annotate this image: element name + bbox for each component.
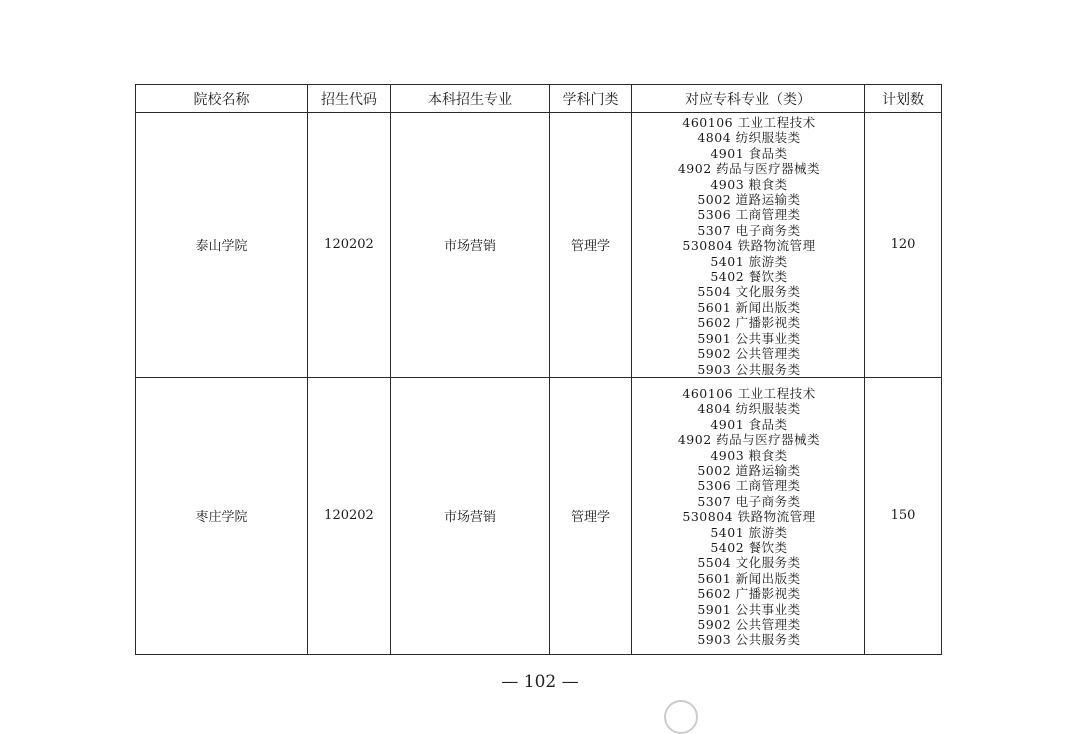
header-plan: 计划数 — [865, 85, 942, 113]
related-major-item: 5402 餐饮类 — [710, 269, 788, 285]
enroll-code: 120202 — [308, 113, 391, 378]
related-major-item: 5601 新闻出版类 — [697, 570, 801, 586]
related-majors-list — [634, 386, 864, 648]
related-major-item: 4902 药品与医疗器械类 — [677, 432, 821, 448]
related-major-item: 4903 粮食类 — [710, 447, 788, 463]
related-major-item: 4804 纺织服装类 — [697, 130, 801, 146]
header-discipline: 学科门类 — [550, 85, 632, 113]
related-major-item: 5504 文化服务类 — [697, 284, 801, 300]
related-major-item: 4804 纺织服装类 — [697, 401, 801, 417]
school-name: 枣庄学院 — [136, 377, 308, 654]
related-major-item: 4901 食品类 — [710, 145, 788, 161]
major-name: 市场营销 — [391, 113, 550, 378]
related-major-item: 5602 广播影视类 — [697, 586, 801, 602]
related-major-item: 5901 公共事业类 — [697, 601, 801, 617]
related-major-item: 460106 工业工程技术 — [682, 115, 816, 130]
related-major-item: 5903 公共服务类 — [697, 361, 801, 377]
related-majors-cell — [632, 113, 865, 378]
related-major-item: 5307 电子商务类 — [697, 222, 801, 238]
related-major-item: 5504 文化服务类 — [697, 555, 801, 571]
header-major: 本科招生专业 — [391, 85, 550, 113]
major-name: 市场营销 — [391, 377, 550, 654]
related-major-item: 5306 工商管理类 — [697, 207, 801, 223]
related-major-item: 530804 铁路物流管理 — [682, 509, 816, 525]
related-major-item: 5002 道路运输类 — [697, 462, 801, 478]
school-name: 泰山学院 — [136, 113, 308, 378]
related-major-item: 5902 公共管理类 — [697, 346, 801, 362]
table-row — [136, 377, 942, 654]
related-major-item: 5602 广播影视类 — [697, 315, 801, 331]
plan-count: 150 — [865, 377, 942, 654]
related-majors-cell — [632, 377, 865, 654]
related-major-item: 5306 工商管理类 — [697, 478, 801, 494]
enrollment-table — [135, 84, 942, 655]
enroll-code: 120202 — [308, 377, 391, 654]
related-major-item: 5601 新闻出版类 — [697, 299, 801, 315]
related-major-item: 5402 餐饮类 — [710, 540, 788, 556]
related-major-item: 530804 铁路物流管理 — [682, 238, 816, 254]
related-major-item: 5901 公共事业类 — [697, 330, 801, 346]
related-major-item: 4903 粮食类 — [710, 176, 788, 192]
related-major-item: 4902 药品与医疗器械类 — [677, 161, 821, 177]
related-major-item: 4901 食品类 — [710, 416, 788, 432]
related-majors-list — [634, 115, 864, 377]
related-major-item: 5002 道路运输类 — [697, 192, 801, 208]
related-major-item: 5307 电子商务类 — [697, 493, 801, 509]
table-row — [136, 113, 942, 378]
discipline: 管理学 — [550, 377, 632, 654]
related-major-item: 5903 公共服务类 — [697, 632, 801, 648]
header-code: 招生代码 — [308, 85, 391, 113]
header-related-majors: 对应专科专业（类） — [632, 85, 865, 113]
header-row — [136, 85, 942, 113]
related-major-item: 5401 旅游类 — [710, 253, 788, 269]
related-major-item: 5401 旅游类 — [710, 524, 788, 540]
header-school: 院校名称 — [136, 85, 308, 113]
watermark-circle-icon — [664, 700, 698, 734]
related-major-item: 5902 公共管理类 — [697, 617, 801, 633]
discipline: 管理学 — [550, 113, 632, 378]
page-number: — 102 — — [501, 672, 579, 692]
plan-count: 120 — [865, 113, 942, 378]
related-major-item: 460106 工业工程技术 — [682, 385, 816, 401]
